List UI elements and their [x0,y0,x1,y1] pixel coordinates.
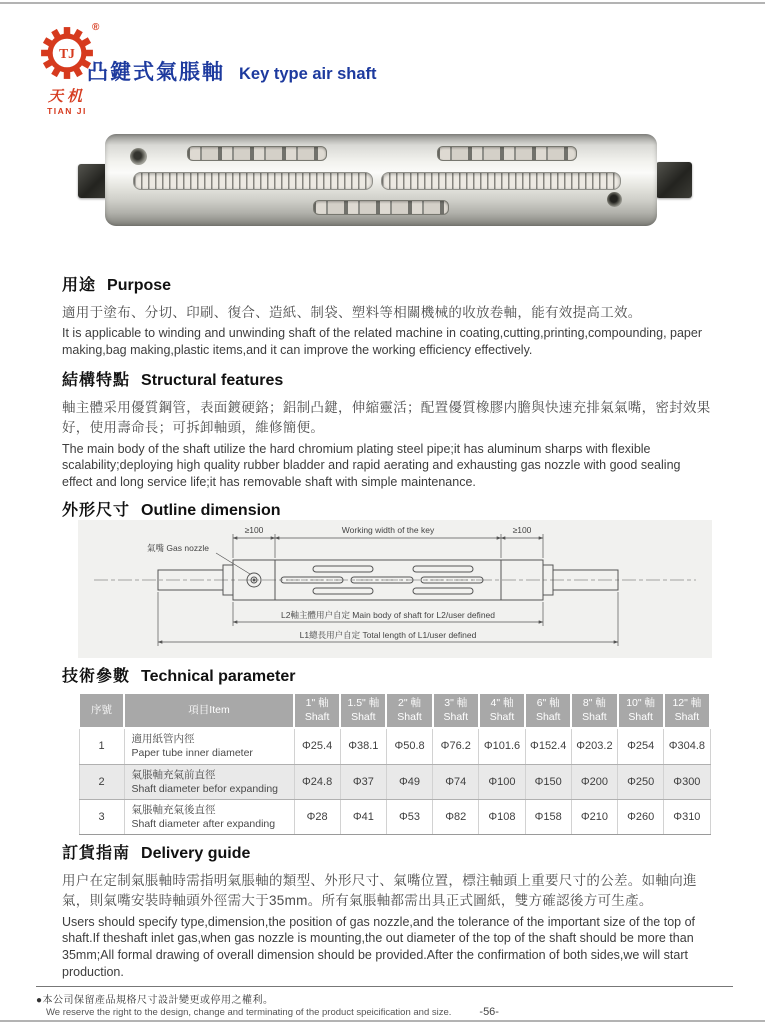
item-label-zh: 氣脹軸充氣前直徑 [131,768,216,781]
cell-value: Φ260 [618,799,664,834]
cell-value: Φ50.8 [386,728,432,764]
heading-zh: 外形尺寸 [62,502,131,519]
dimension-drawing [78,520,712,658]
cell-value: Φ76.2 [433,728,479,764]
item-label-zh: 適用紙管内徑 [131,733,195,746]
shaft-size-label: 8" 軸 [582,697,606,709]
footer-note-zh: ●本公司保留產品規格尺寸設計變更或停用之權利。 [36,995,274,1006]
item-label-zh: 氣脹軸充氣後直徑 [131,803,216,816]
table-row [79,728,710,764]
key-slot [413,566,473,572]
features-body-en: The main body of the shaft utilize the hard chromium plating steel pipe;it has aluminum sharps with flexible scalability;deploying high quality rubber bladder and rapid aerating and exhausting gas nozzle with good sealing effect and long service life;it has removable shaft with simple maintenance. [62,441,681,489]
cell-value: Φ203.2 [571,728,617,764]
cell-value: Φ300 [664,764,710,799]
section-structural-features [62,367,712,491]
shaft-sub-label: Shaft [628,710,653,723]
key-slot-group-upper-left [187,146,327,161]
section-heading [62,272,712,295]
shaft-size-label: 4" 軸 [490,697,514,709]
col-header-item: 項目Item [124,693,294,728]
purpose-body-zh: 適用于塗布、分切、印刷、復合、造紙、制袋、塑料等相關機械的收放卷軸，能有效提高工效。 [62,305,642,320]
table-body [79,728,710,835]
row-item [124,764,294,799]
item-label-en: Shaft diameter after expanding [131,818,276,831]
cell-value: Φ254 [618,728,664,764]
page-bottom-edge [0,1020,765,1022]
cell-value: Φ28 [294,799,340,834]
footer-row [36,1006,733,1018]
registered-trademark-icon: ® [92,22,100,33]
cell-value: Φ38.1 [340,728,386,764]
heading-en: Outline dimension [141,502,281,519]
cell-value: Φ37 [340,764,386,799]
col-header-index: 序號 [79,693,124,728]
row-item [124,799,294,834]
technical-parameter-table [78,692,711,835]
cell-value: Φ100 [479,764,525,799]
gear-logo-icon [40,26,94,80]
l2-dimension-label: L2軸主體用户自定 Main body of shaft for L2/user defined [280,610,496,620]
section-heading [62,367,712,390]
page-top-edge [0,2,765,4]
row-index: 3 [79,799,124,834]
table-row [79,764,710,799]
cell-value: Φ53 [386,799,432,834]
shaft-size-label: 1.5" 軸 [347,697,380,709]
cell-value: Φ108 [479,799,525,834]
col-header-shaft [525,693,571,728]
features-body-zh: 軸主體采用優質鋼管，表面鍍硬鉻；鋁制凸鍵，伸縮靈活；配置優質橡膠内膽與快速充排氣氣嘴，密封效果好，使用壽命長；可拆卸軸頭，維修簡便。 [62,400,711,436]
cell-value: Φ49 [386,764,432,799]
col-header-shaft [294,693,340,728]
section-purpose [62,272,712,359]
cell-value: Φ152.4 [525,728,571,764]
shaft-end-cap-right [656,162,692,198]
cell-value: Φ250 [618,764,664,799]
shaft-sub-label: Shaft [304,710,330,723]
col-header-shaft [433,693,479,728]
col-header-shaft [386,693,432,728]
key-slot [413,588,473,594]
heading-zh: 結構特點 [62,372,131,389]
page-number: -56- [479,1006,499,1018]
col-header-shaft [571,693,617,728]
table-row [79,799,710,834]
heading-zh: 用途 [62,277,97,294]
page-title-zh: 凸鍵式氣脹軸 [87,61,225,84]
shaft-sub-label: Shaft [535,710,561,723]
header-row [79,693,710,728]
shaft-size-label: 1" 軸 [305,697,329,709]
footer-note-en: We reserve the right to the design, change and terminating of the product speicification and size. [46,1007,452,1018]
cell-value: Φ41 [340,799,386,834]
key-slot [313,588,373,594]
shaft-sub-label: Shaft [397,710,422,723]
delivery-body-zh: 用户在定制氣脹軸時需指明氣脹軸的類型、外形尺寸、氣嘴位置，標注軸頭上重要尺寸的公差。如軸向進氣，則氣嘴安裝時軸頭外徑需大于35mm。所有氣脹軸都需出具正式圖紙，雙方確認後方可生產。 [62,873,697,909]
working-width-label: Working width of the key [341,525,435,535]
shaft-size-label: 2" 軸 [398,697,422,709]
dim-min-left-label: ≥100 [244,525,264,535]
section-heading [62,497,712,520]
cell-value: Φ200 [571,764,617,799]
item-label-en: Shaft diameter befor expanding [131,782,279,795]
heading-zh: 訂貨指南 [62,845,131,862]
page-title [87,56,377,86]
logo-monogram: TJ [59,45,75,61]
section-heading [62,663,712,686]
shaft-sub-label: Shaft [443,710,469,723]
ruler-slot-left [133,172,373,190]
shaft-size-label: 12" 軸 [672,697,702,709]
table-header [79,693,710,728]
logo-name-zh: 天机 [47,88,86,105]
row-index: 1 [79,728,124,764]
delivery-body-en: Users should specify type,dimension,the position of gas nozzle,and the tolerance of the important size of the top of shaft.If theshaft inlet gas,when gas nozzle is mounting,the out diameter of the top of the shaft should be more than 35mm;All formal drawing of overall dimension should be provided.After the confirmation of both sides,we will start production. [62,914,696,979]
shaft-size-label: 6" 軸 [536,697,560,709]
key-slot [313,566,373,572]
cell-value: Φ310 [664,799,710,834]
gas-nozzle-hole [130,148,147,165]
cell-value: Φ24.8 [294,764,340,799]
dim-min-right-label: ≥100 [512,525,532,535]
logo-name-en: TIAN JI [47,106,87,116]
row-index: 2 [79,764,124,799]
cell-value: Φ304.8 [664,728,710,764]
col-header-shaft [340,693,386,728]
key-slot-group-lower [313,200,449,215]
shaft-size-label: 3" 軸 [444,697,468,709]
shaft-sub-label: Shaft [489,710,515,723]
section-heading [62,840,712,863]
col-header-shaft [618,693,664,728]
gas-nozzle-label: 氣嘴 Gas nozzle [147,543,209,553]
section-delivery-guide [62,840,712,981]
shaft-size-label: 10" 軸 [626,697,656,709]
cell-value: Φ101.6 [479,728,525,764]
section-outline-dimension [62,497,712,520]
cell-value: Φ210 [571,799,617,834]
l1-dimension-label: L1總長用户自定 Total length of L1/user defined [299,630,477,640]
ruler-slot-right [381,172,621,190]
purpose-body-en: It is applicable to winding and unwinding shaft of the related machine in coating,cutting,printing,compounding, paper making,bag making,plastic items,and it can improve the working efficiency effectively. [62,326,702,357]
cell-value: Φ25.4 [294,728,340,764]
page-title-en: Key type air shaft [239,65,377,83]
heading-en: Delivery guide [141,845,251,862]
col-header-shaft [664,693,710,728]
page-footer [36,986,733,1018]
cell-value: Φ74 [433,764,479,799]
shaft-sub-label: Shaft [674,710,700,723]
product-photo [75,118,697,240]
item-label-en: Paper tube inner diameter [131,747,253,760]
cell-value: Φ82 [433,799,479,834]
heading-en: Technical parameter [141,668,296,685]
heading-en: Structural features [141,372,284,389]
screw-hole [607,192,622,207]
key-slot-group-upper-right [437,146,577,161]
cell-value: Φ150 [525,764,571,799]
heading-zh: 技術參數 [62,668,131,685]
section-technical-parameter [62,663,712,686]
shaft-sub-label: Shaft [351,710,376,723]
cell-value: Φ158 [525,799,571,834]
shaft-sub-label: Shaft [582,710,607,723]
row-item [124,728,294,764]
outline-dimension-diagram [78,520,712,658]
col-header-shaft [479,693,525,728]
heading-en: Purpose [107,277,172,294]
